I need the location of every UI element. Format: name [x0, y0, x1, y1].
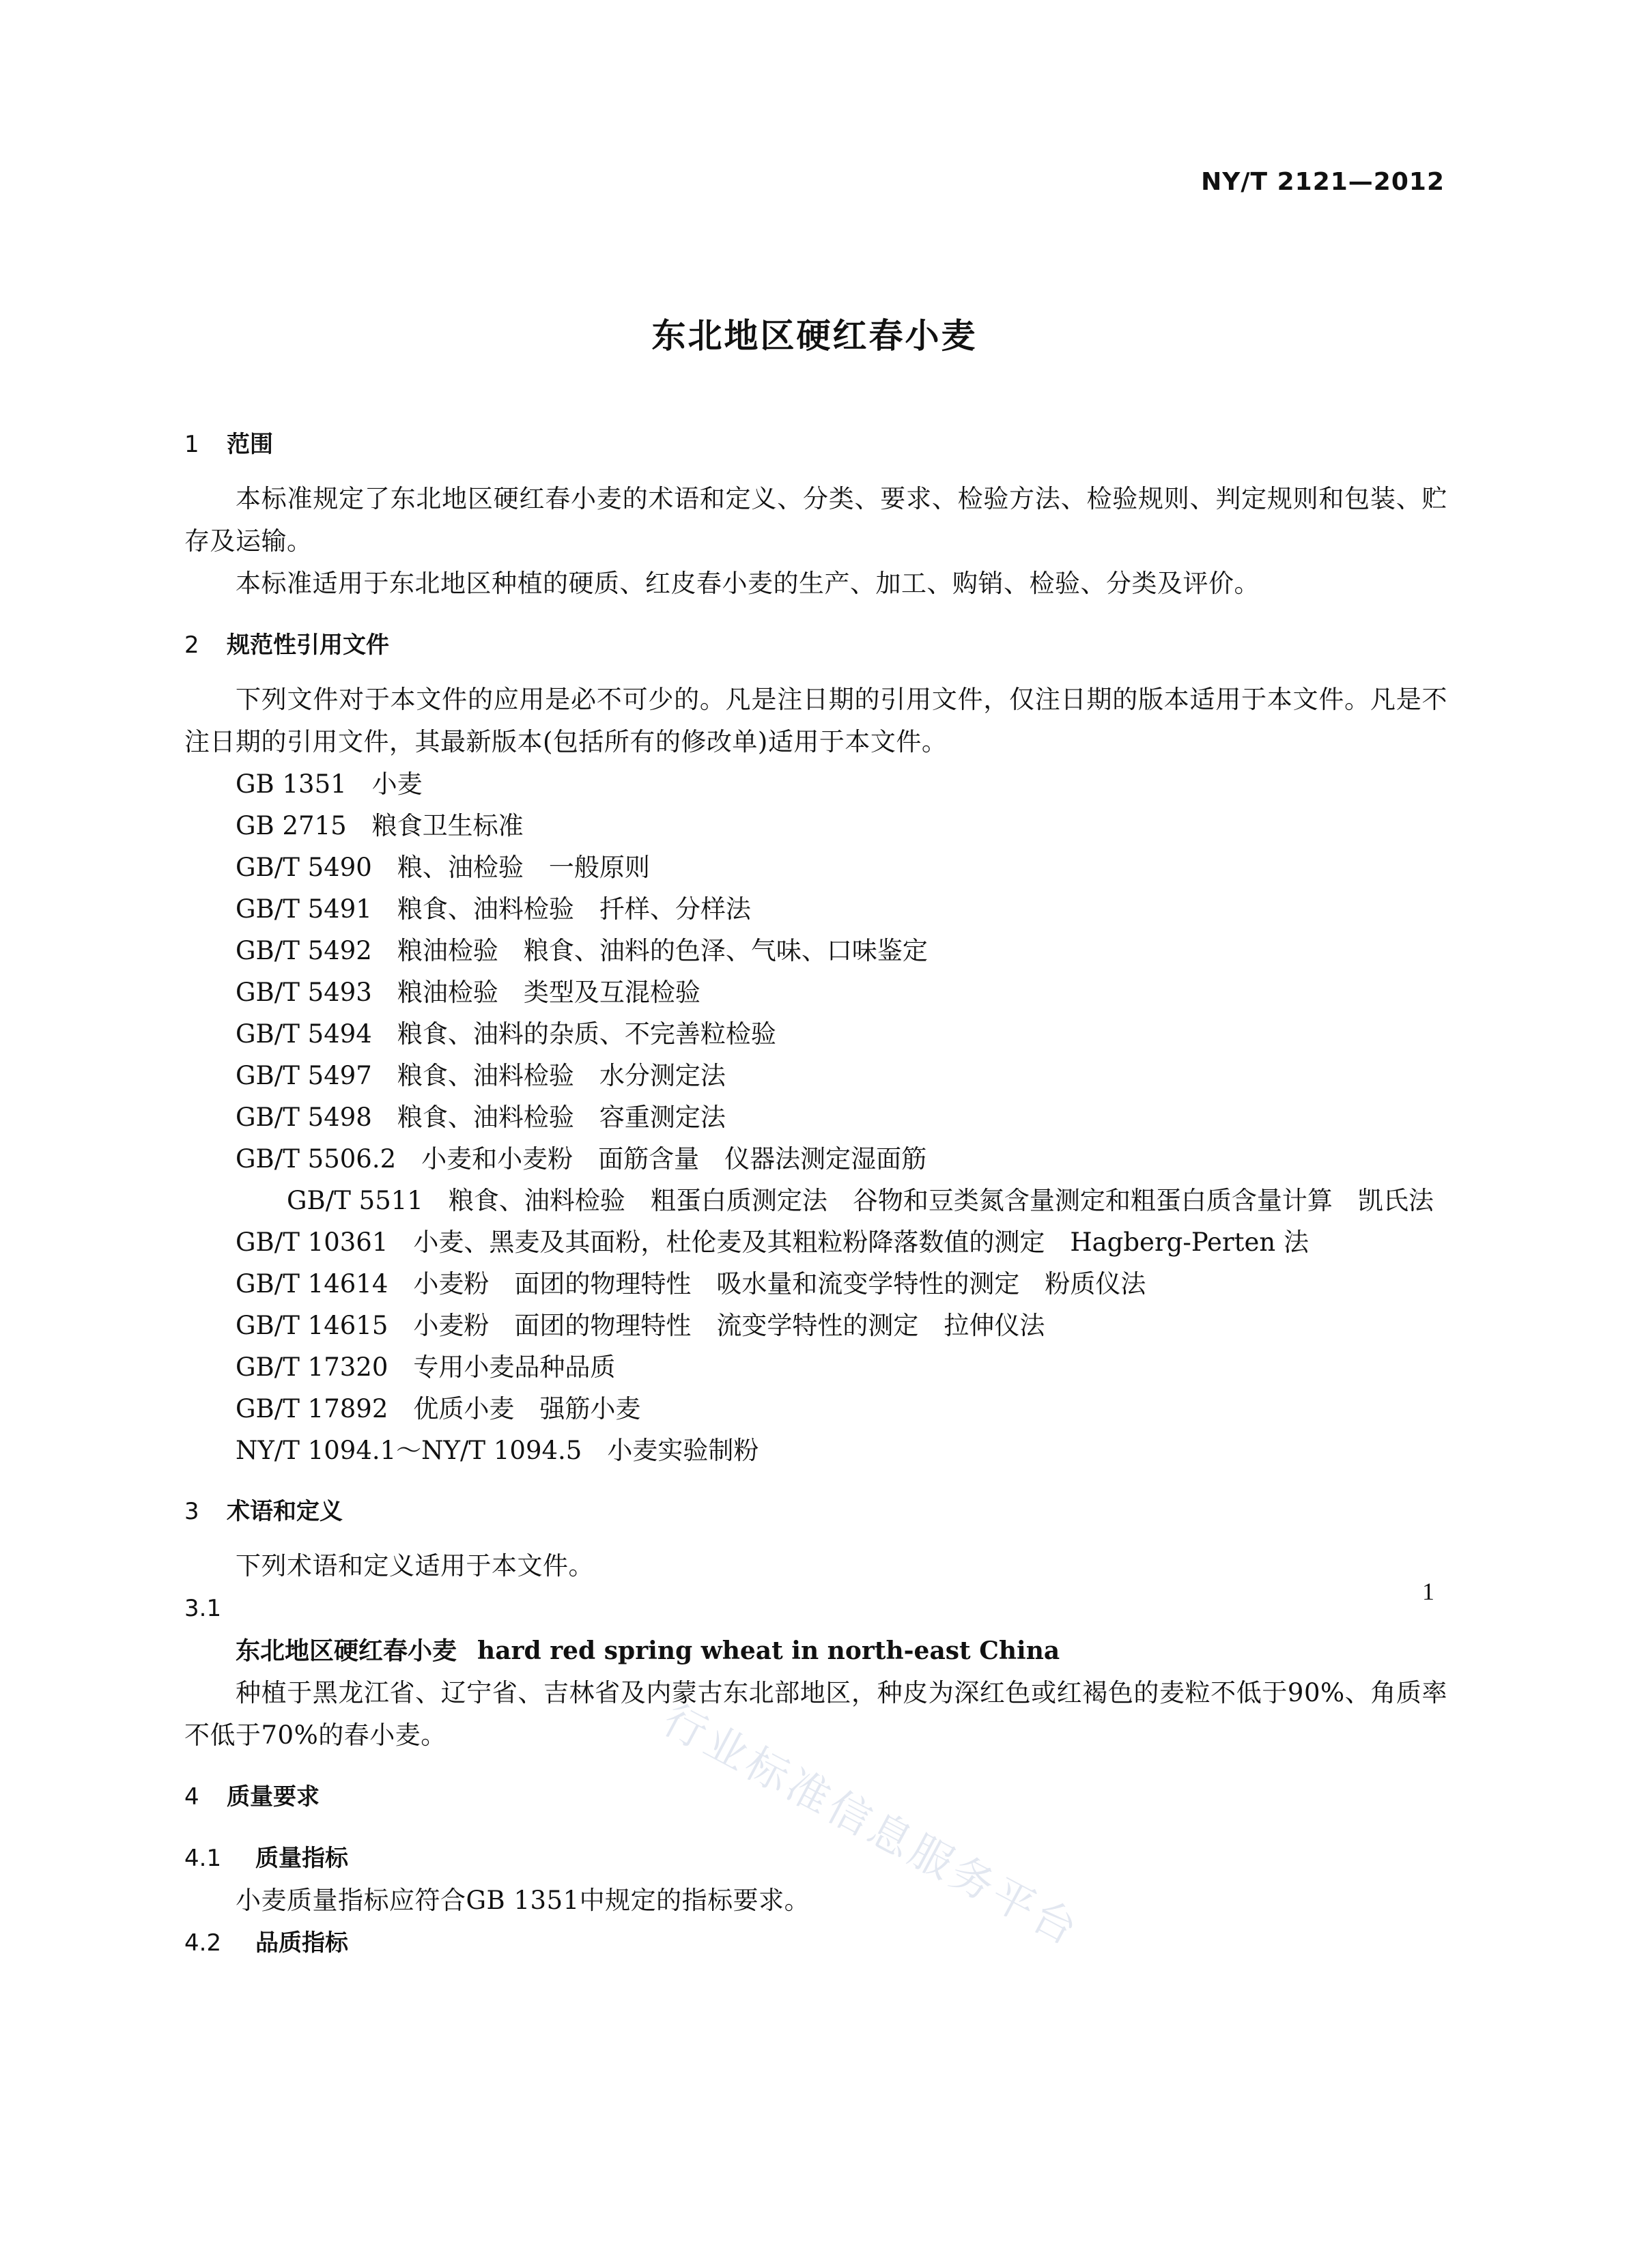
- reference-item: [184, 847, 1447, 888]
- document-title: 东北地区硬红春小麦: [651, 316, 978, 356]
- reference-name: 粮食卫生标准: [371, 811, 524, 840]
- section-title: 规范性引用文件: [227, 632, 389, 659]
- section-heading-3: [184, 1490, 1447, 1533]
- reference-name: 小麦实验制粉: [607, 1436, 759, 1465]
- reference-code: GB/T 10361: [236, 1228, 388, 1257]
- section-number: 2: [184, 632, 199, 659]
- reference-name: 优质小麦 强筋小麦: [413, 1394, 641, 1423]
- section-heading-2: [184, 624, 1447, 666]
- reference-item: [184, 1263, 1447, 1305]
- reference-item: [184, 1096, 1447, 1138]
- reference-code: NY/T 1094.1～NY/T 1094.5: [236, 1436, 582, 1465]
- reference-item: [184, 1055, 1447, 1096]
- section-title: 范围: [227, 431, 273, 458]
- subsection-title: 品质指标: [255, 1929, 348, 1957]
- reference-code: GB/T 5493: [236, 978, 372, 1007]
- reference-item: [184, 1430, 1447, 1471]
- reference-name: 小麦粉 面团的物理特性 吸水量和流变学特性的测定 粉质仪法: [413, 1269, 1146, 1299]
- reference-name: 小麦、黑麦及其面粉，杜伦麦及其粗粒粉降落数值的测定 Hagberg-Perten 法: [413, 1228, 1309, 1257]
- reference-code: GB/T 14614: [236, 1269, 388, 1299]
- reference-name: 粮油检验 类型及互混检验: [397, 978, 700, 1007]
- reference-item: [184, 930, 1447, 972]
- subsection-title: 质量指标: [255, 1845, 348, 1872]
- reference-item: [184, 805, 1447, 847]
- reference-code: GB/T 5494: [236, 1019, 372, 1049]
- reference-name: 小麦粉 面团的物理特性 流变学特性的测定 拉伸仪法: [413, 1311, 1045, 1340]
- paragraph: 本标准规定了东北地区硬红春小麦的术语和定义、分类、要求、检验方法、检验规则、判定规则和包装、贮存及运输。: [184, 484, 1447, 556]
- term-entry: [184, 1630, 1447, 1672]
- reference-name: 专用小麦品种品质: [413, 1352, 616, 1382]
- reference-code: GB/T 5506.2: [236, 1144, 397, 1174]
- paragraph: 小麦质量指标应符合GB 1351中规定的指标要求。: [236, 1886, 810, 1915]
- reference-code: GB 2715: [236, 811, 347, 840]
- reference-code: GB/T 17892: [236, 1394, 388, 1423]
- reference-code: GB/T 17320: [236, 1352, 388, 1382]
- page-number: 1: [1422, 1578, 1434, 1605]
- section-number: 1: [184, 431, 199, 458]
- section-number: 4: [184, 1783, 199, 1811]
- reference-name: 粮食、油料检验 扦样、分样法: [397, 894, 751, 924]
- reference-item: [184, 1180, 1447, 1221]
- reference-name: 粮食、油料检验 水分测定法: [397, 1061, 726, 1090]
- reference-code: GB/T 5491: [236, 894, 372, 924]
- reference-item: [184, 972, 1447, 1013]
- reference-name: 粮、油检验 一般原则: [397, 853, 650, 882]
- reference-name: 粮食、油料的杂质、不完善粒检验: [397, 1019, 776, 1049]
- document-body: [184, 423, 1447, 1964]
- reference-name: 粮食、油料检验 粗蛋白质测定法 谷物和豆类氮含量测定和粗蛋白质含量计算 凯氏法: [448, 1186, 1434, 1215]
- reference-list: [184, 763, 1447, 1471]
- section-number: 3: [184, 1498, 199, 1525]
- reference-code: GB/T 5492: [236, 936, 372, 965]
- reference-item: [184, 1138, 1447, 1180]
- reference-code: GB 1351: [236, 769, 347, 799]
- section-title: 质量要求: [227, 1783, 320, 1811]
- reference-item: [184, 1388, 1447, 1430]
- term-number: 3.1: [184, 1595, 222, 1622]
- reference-name: 小麦和小麦粉 面筋含量 仪器法测定湿面筋: [421, 1144, 927, 1174]
- standard-code: NY/T 2121—2012: [1201, 168, 1445, 196]
- term-chinese: 东北地区硬红春小麦: [236, 1637, 457, 1665]
- reference-code: GB/T 5490: [236, 853, 372, 882]
- reference-name: 粮油检验 粮食、油料的色泽、气味、口味鉴定: [397, 936, 928, 965]
- subsection-number: 4.1: [184, 1845, 222, 1872]
- section-title: 术语和定义: [227, 1498, 343, 1525]
- reference-item: [184, 1221, 1447, 1263]
- reference-item: [184, 1013, 1447, 1055]
- reference-code: GB/T 14615: [236, 1311, 388, 1340]
- reference-code: GB/T 5497: [236, 1061, 372, 1090]
- section-heading-4: [184, 1776, 1447, 1818]
- watermark: 行业标准信息服务平台: [655, 1694, 1089, 1957]
- reference-item: [184, 1346, 1447, 1388]
- term-definition: 种植于黑龙江省、辽宁省、吉林省及内蒙古东北部地区，种皮为深红色或红褐色的麦粒不低于90%、角质率不低于70%的春小麦。: [184, 1678, 1447, 1750]
- paragraph: 下列术语和定义适用于本文件。: [236, 1551, 594, 1580]
- reference-name: 小麦: [371, 769, 423, 799]
- reference-name: 粮食、油料检验 容重测定法: [397, 1103, 726, 1132]
- reference-code: GB/T 5498: [236, 1103, 372, 1132]
- reference-item: [184, 888, 1447, 930]
- reference-item: [184, 1305, 1447, 1346]
- subsection-number: 4.2: [184, 1929, 222, 1957]
- section-heading-1: [184, 423, 1447, 466]
- subsection-heading-4-2: [184, 1922, 1447, 1964]
- paragraph: 本标准适用于东北地区种植的硬质、红皮春小麦的生产、加工、购销、检验、分类及评价。: [236, 569, 1260, 598]
- term-english: hard red spring wheat in north-east China: [477, 1636, 1060, 1665]
- reference-item: [184, 763, 1447, 805]
- paragraph: 下列文件对于本文件的应用是必不可少的。凡是注日期的引用文件，仅注日期的版本适用于本文件。凡是不注日期的引用文件，其最新版本(包括所有的修改单)适用于本文件。: [184, 685, 1447, 756]
- reference-code: GB/T 5511: [287, 1186, 423, 1215]
- subsection-heading-4-1: [184, 1837, 1447, 1880]
